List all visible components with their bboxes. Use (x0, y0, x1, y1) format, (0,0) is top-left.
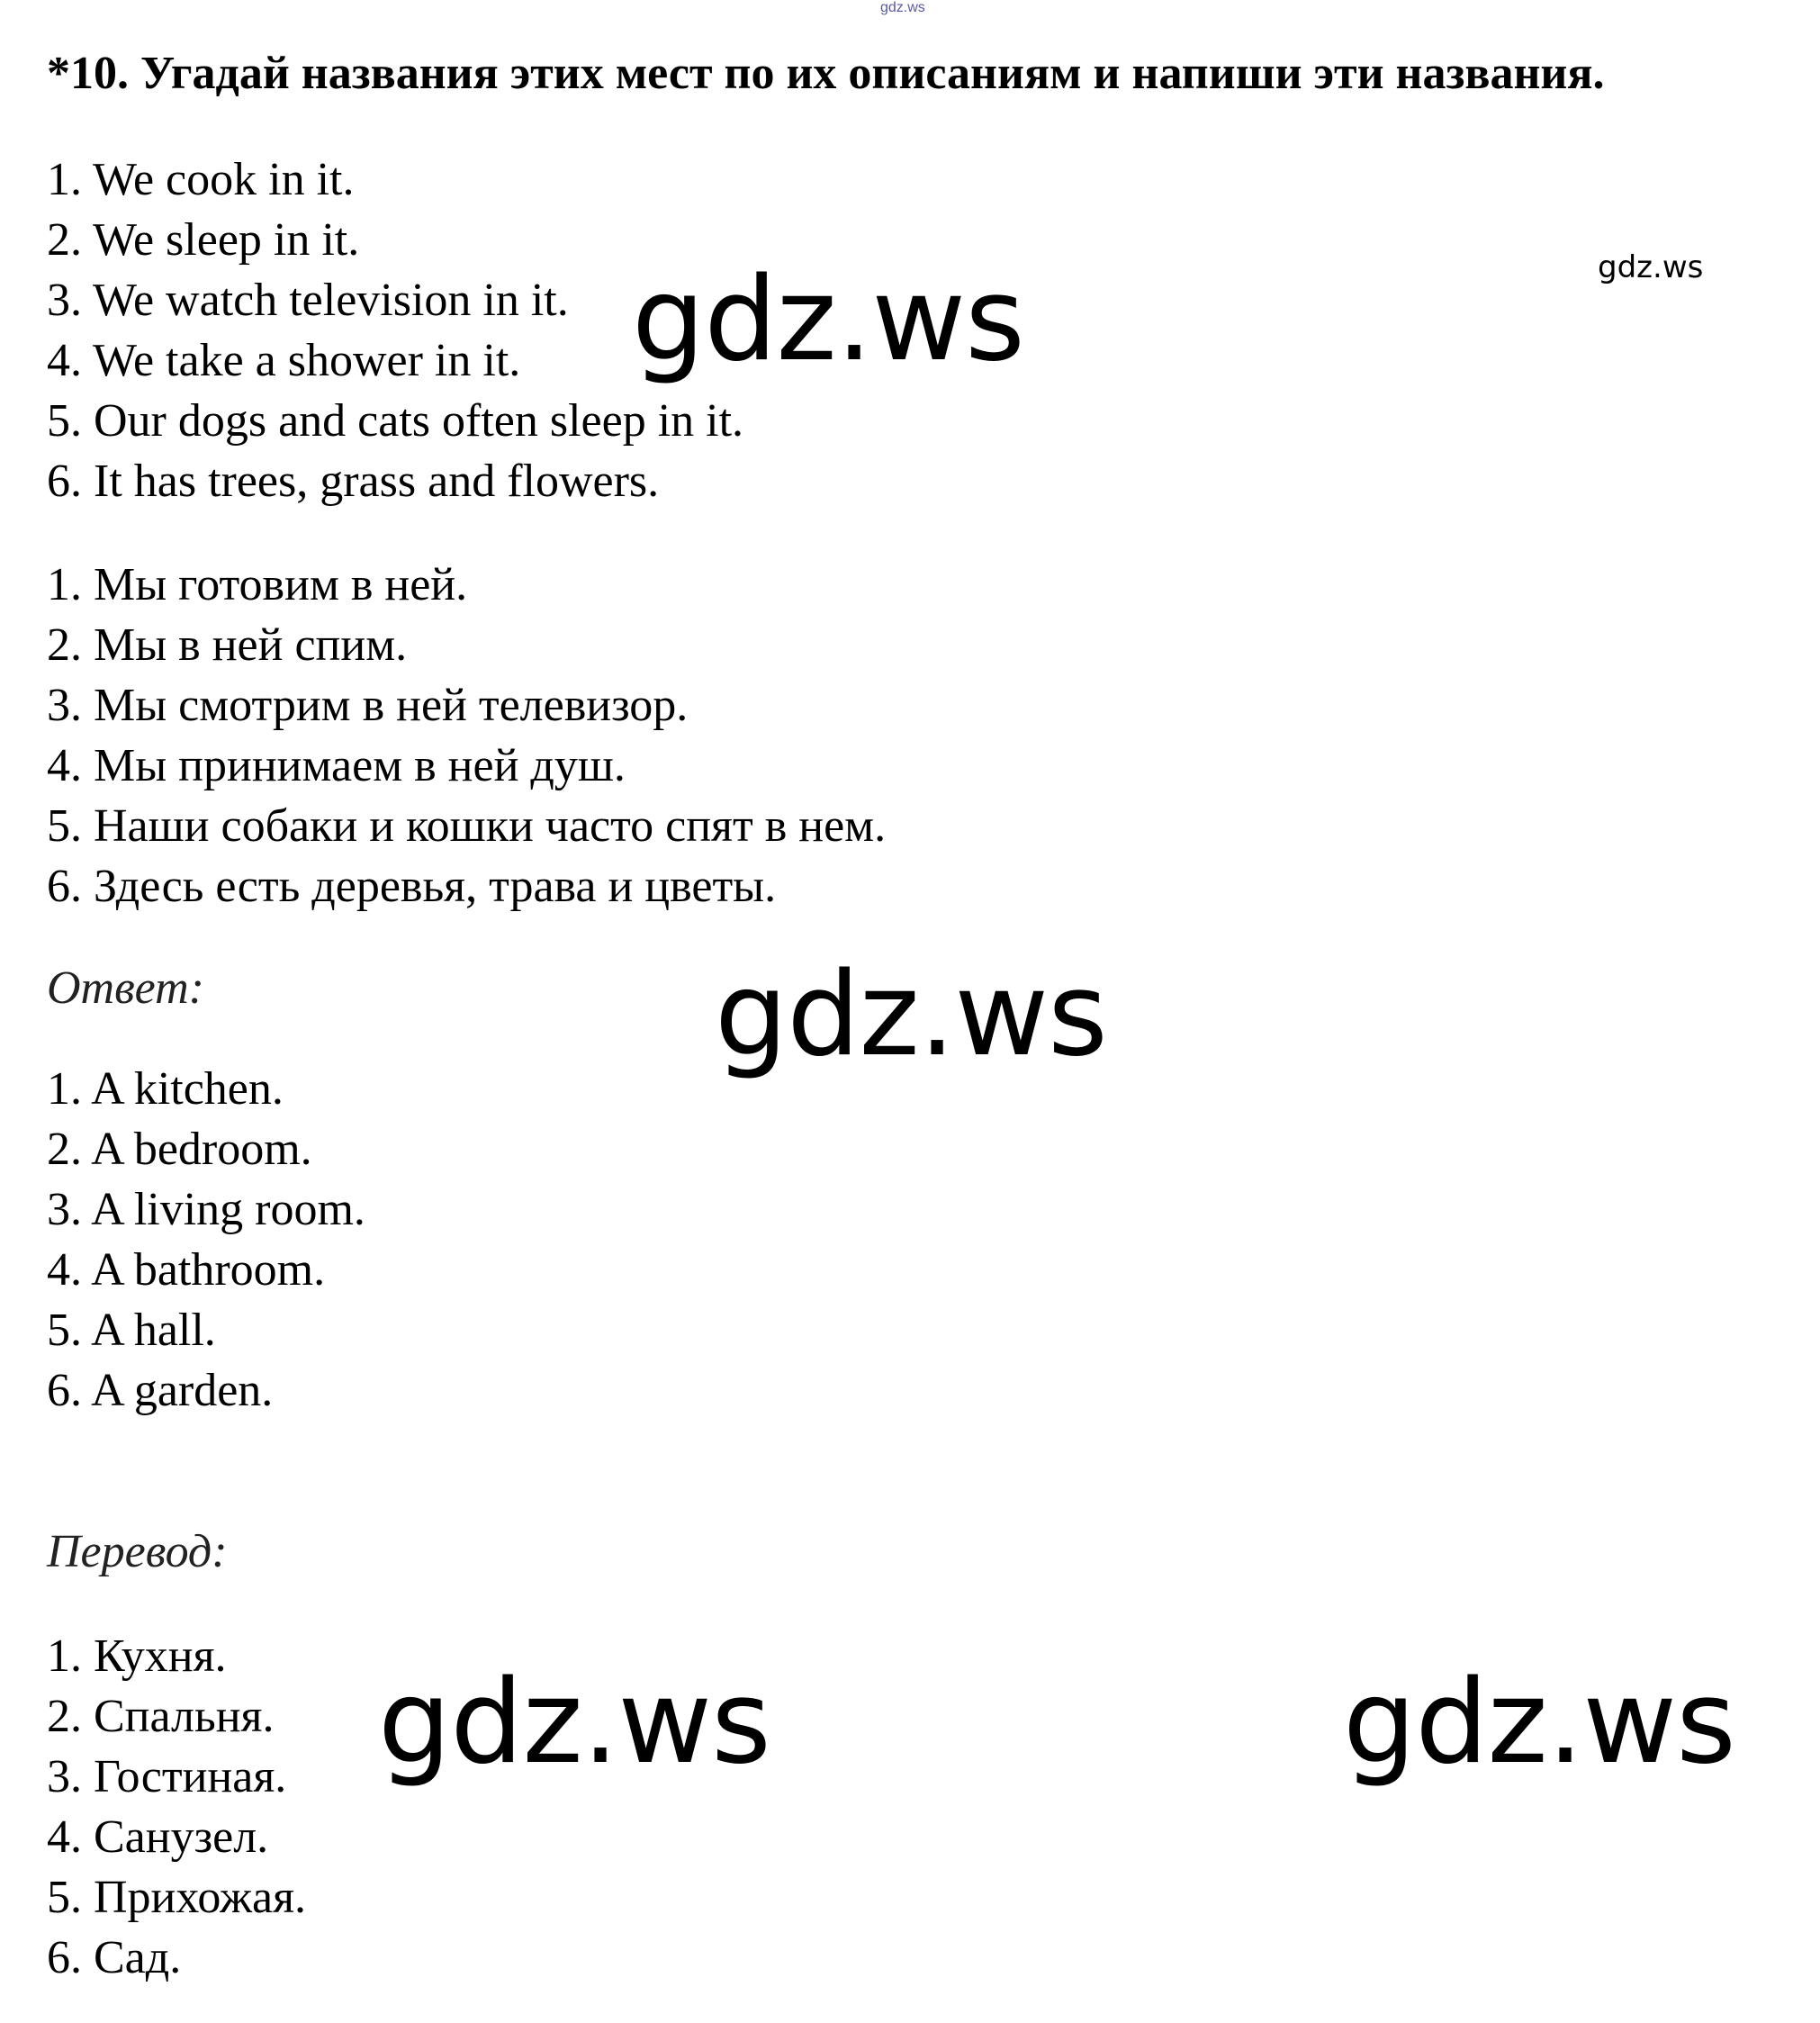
watermark-small: gdz.ws (1598, 249, 1704, 285)
russian-sentences-list (47, 555, 886, 917)
list-item: 5. Наши собаки и кошки часто спят в нем. (47, 800, 887, 852)
watermark-large: gdz.ws (715, 948, 1107, 1082)
answer-list (47, 1059, 365, 1421)
list-item: 4. A bathroom. (47, 1244, 326, 1296)
list-item: 6. Сад. (47, 1932, 182, 1983)
list-item: 5. Прихожая. (47, 1872, 307, 1923)
list-item: 4. Санузел. (47, 1811, 269, 1863)
list-item: 3. A living room. (47, 1184, 365, 1235)
list-item: 1. We cook in it. (47, 154, 355, 205)
list-item: 3. Мы смотрим в ней телевизор. (47, 680, 689, 731)
top-watermark: gdz.ws (880, 0, 925, 15)
list-item: 1. Кухня. (47, 1630, 227, 1682)
list-item: 3. We watch television in it. (47, 275, 569, 326)
translation-label: Перевод: (47, 1526, 228, 1577)
list-item: 5. A hall. (47, 1305, 216, 1356)
list-item: 6. A garden. (47, 1365, 274, 1416)
list-item: 2. A bedroom. (47, 1124, 312, 1175)
list-item: 2. Мы в ней спим. (47, 619, 408, 671)
watermark-large: gdz.ws (378, 1656, 770, 1790)
watermark-large: gdz.ws (1343, 1656, 1735, 1790)
list-item: 2. Спальня. (47, 1691, 275, 1742)
list-item: 3. Гостиная. (47, 1751, 287, 1802)
list-item: 6. Здесь есть деревья, трава и цветы. (47, 861, 777, 912)
list-item: 2. We sleep in it. (47, 214, 360, 266)
answer-label: Ответ: (47, 962, 204, 1014)
watermark-large: gdz.ws (632, 253, 1024, 387)
list-item: 6. It has trees, grass and flowers. (47, 456, 660, 507)
list-item: 1. A kitchen. (47, 1063, 284, 1115)
list-item: 4. Мы принимаем в ней душ. (47, 740, 626, 791)
exercise-title: *10. Угадай названия этих мест по их описаниям и напиши эти названия. (47, 48, 1605, 99)
list-item: 5. Our dogs and cats often sleep in it. (47, 395, 744, 447)
translation-list (47, 1626, 306, 1988)
list-item: 4. We take a shower in it. (47, 335, 521, 386)
list-item: 1. Мы готовим в ней. (47, 559, 468, 610)
